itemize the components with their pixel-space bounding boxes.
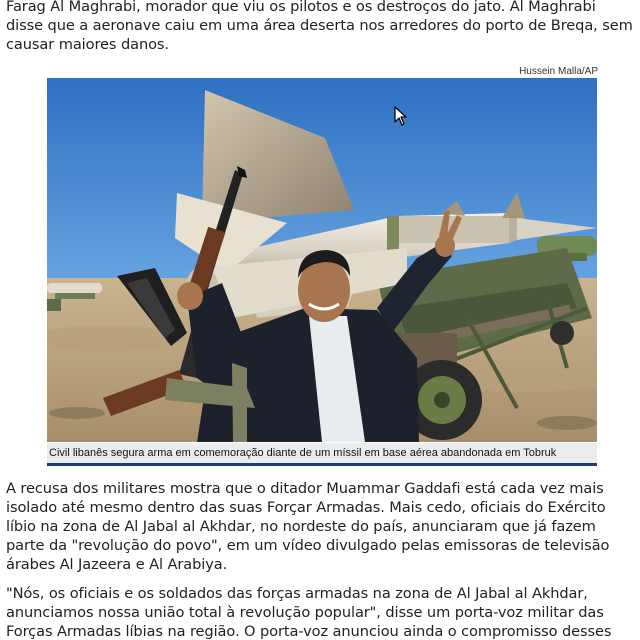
article-paragraph-top: Farag Al Maghrabi, morador que viu os pilotos e os destroços do jato. Al Maghrabi disse que a aeronave caiu em uma área deserta nos arredores do porto de Breqa, sem causar maiores danos. xyxy=(6,0,633,53)
photo-caption xyxy=(47,443,597,466)
article-photo xyxy=(47,78,597,442)
mouse-pointer-icon xyxy=(394,106,408,126)
photo-credit: Hussein Malla/AP xyxy=(519,66,598,77)
article-paragraph-bottom: "Nós, os oficiais e os soldados das forças armadas na zona de Al Jabal al Akhdar, anunciamos nossa união total à revolução popular", disse um porta-voz militar das Forças Armadas líbias na região. O porta-voz anunciou ainda o compromisso desses xyxy=(6,585,612,640)
photo-illustration xyxy=(47,78,597,442)
photo-caption-text: Civil libanês segura arma em comemoração diante de um míssil em base aérea abandonada em Tobruk xyxy=(49,447,557,459)
article-paragraph-middle: A recusa dos militares mostra que o ditador Muammar Gaddafi está cada vez mais isolado até mesmo dentro das suas Forçar Armadas. Mais cedo, oficiais do Exército líbio na zona de Al Jabal al Akhdar, no nordeste do país, anunciaram que já fazem parte da "revolução do povo", em um vídeo divulgado pelas emissoras de televisão árabes Al Jazeera e Al Arabiya. xyxy=(6,480,610,573)
